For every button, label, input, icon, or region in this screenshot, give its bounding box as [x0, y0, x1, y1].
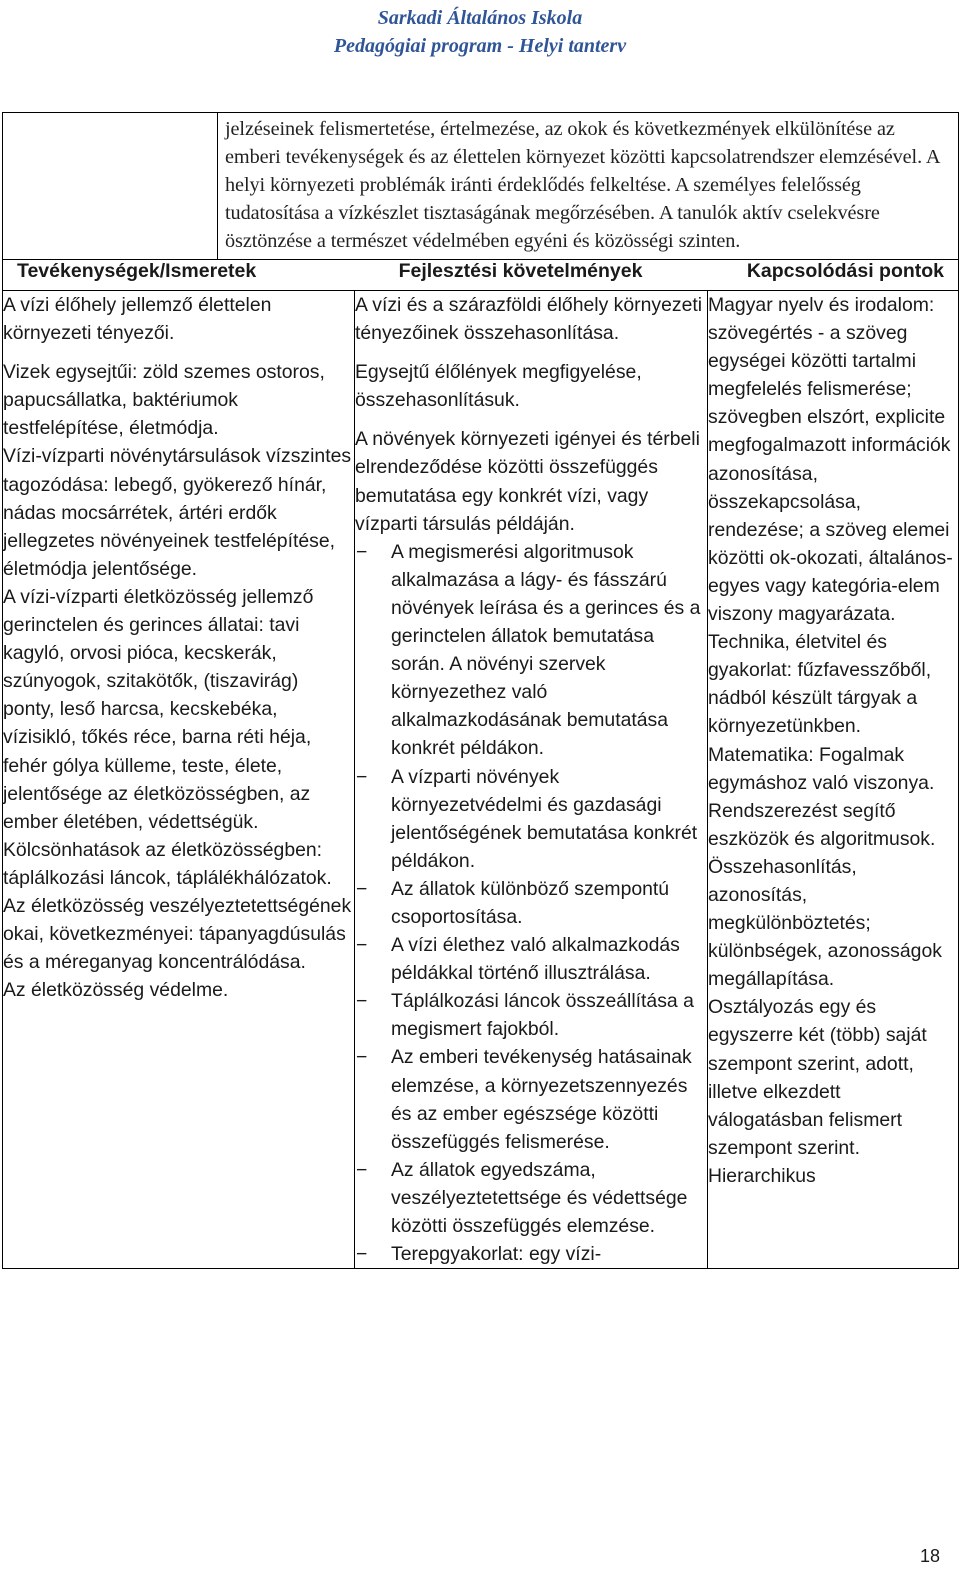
requirement-paragraph: A vízi és a szárazföldi élőhely környezeti tényezőinek összehasonlítása. [355, 294, 703, 345]
connections-cell [708, 291, 959, 1269]
connection-paragraph: Technika, életvitel és gyakorlat: fűzfavesszőből, nádból készült tárgyak a környezetünkben. [708, 631, 932, 738]
connection-paragraph: Matematika: Fogalmak egymáshoz való viszonya. [708, 743, 935, 794]
list-item: − Az állatok egyedszáma, veszélyeztetettsége és védettsége közötti összefüggés elemzése. [355, 1156, 707, 1240]
content-row [3, 291, 959, 1269]
page-number: 18 [919, 1546, 940, 1566]
list-item: − Az állatok különböző szempontú csoportosítása. [355, 875, 707, 931]
connection-paragraph: Rendszerezést segítő eszközök és algoritmusok. [708, 799, 936, 850]
activity-paragraph: Vízi-vízparti növénytársulások vízszintes tagozódása: lebegő, gyökerező hínár, nádas mocsárrétek, ártéri erdők jellegzetes növényeinek testfelépítése, életmódja jelentősége. [3, 445, 352, 580]
activity-paragraph: Az életközösség védelme. [3, 979, 229, 1002]
list-item: − A vízi élethez való alkalmazkodás példákkal történő illusztrálása. [355, 931, 707, 987]
activity-paragraph: A vízi élőhely jellemző élettelen környezeti tényezői. [3, 294, 272, 345]
list-item: − Terepgyakorlat: egy vízi- [355, 1240, 707, 1268]
activities-cell [3, 291, 355, 1269]
list-item: − Táplálkozási láncok összeállítása a megismert fajokból. [355, 987, 707, 1043]
activity-paragraph: Kölcsönhatások az életközösségben: táplálkozási láncok, táplálékhálózatok. [3, 838, 332, 889]
page-header [0, 4, 960, 60]
document-title: Pedagógiai program - Helyi tanterv [333, 35, 627, 57]
requirement-list [355, 538, 707, 1268]
school-name: Sarkadi Általános Iskola [377, 7, 583, 29]
activity-paragraph: A vízi-vízparti életközösség jellemző gerinctelen és gerinces állatai: tavi kagyló, orvosi pióca, kecskerák, szúnyogok, szitakötők, (tiszavirág) ponty, leső harcsa, kecskebéka, vízisikló, tőkés réce, barna réti héja, fehér gólya külleme, teste, élete, jelentősége az életközösségben, az ember életében, védettségük. [3, 585, 314, 833]
list-item: − A megismerési algoritmusok alkalmazása a lágy- és fásszárú növények leírása és a gerinces és a gerinctelen állatok bemutatása során. A növényi szervek környezethez való alkalmazkodásának bemutatása konkrét példákon. [355, 538, 707, 763]
list-item: − A vízparti növények környezetvédelmi és gazdasági jelentőségének bemutatása konkrét példákon. [355, 763, 707, 875]
intro-text: jelzéseinek felismertetése, értelmezése, az okok és következmények elkülönítése az emberi tevékenységek és az élettelen környezet közötti kapcsolatrendszer elemzésével. A helyi környezeti problémák iránti érdeklődés felkeltése. A személyes felelősség tudatosítása a vízkészlet tisztaságának megőrzésében. A tanulók aktív cselekvésre ösztönzése a természet védelmében egyéni és közösségi szinten. [225, 118, 940, 252]
requirements-cell [355, 291, 708, 1269]
connection-paragraph: Magyar nyelv és irodalom: szövegértés - a szöveg egységei közötti tartalmi megfelelés felismerése; szövegben elszórt, explicite megfogalmazott információk azonosítása, összekapcsolása, rendezése; a szöveg elemei közötti ok-okozati, általános-egyes vagy kategória-elem viszony magyarázata. [708, 294, 953, 626]
requirement-paragraph: A növények környezeti igényei és térbeli elrendeződése közötti összefüggés bemutatása egy konkrét vízi, vagy vízparti társulás példáján. [355, 428, 700, 535]
curriculum-table [2, 112, 959, 1269]
header-connections: Kapcsolódási pontok [746, 260, 945, 282]
requirement-paragraph: Egysejtű élőlények megfigyelése, összehasonlításuk. [355, 361, 642, 412]
connection-paragraph: Hierarchikus [708, 1164, 816, 1187]
header-activities: Tevékenységek/Ismeretek [17, 260, 257, 282]
table-header-row [3, 260, 959, 291]
header-requirements: Fejlesztési követelmények [398, 260, 643, 282]
intro-blank-cell [3, 113, 218, 259]
connection-paragraph: Összehasonlítás, azonosítás, megkülönböztetés; különbségek, azonosságok megállapítása. [708, 855, 942, 991]
list-item: − Az emberi tevékenység hatásainak elemzése, a környezetszennyezés és az ember egészsége közötti összefüggés felismerése. [355, 1043, 707, 1155]
connection-paragraph: Osztályozás egy és egyszerre két (több) saját szempont szerint, adott, illetve elkezdett válogatásban felismert szempont szerint. [708, 996, 927, 1159]
activity-paragraph: Vizek egysejtűi: zöld szemes ostoros, papucsállatka, baktériumok testfelépítése, életmódja. [3, 361, 325, 440]
activity-paragraph: Az életközösség veszélyeztetettségének okai, következményei: tápanyagdúsulás és a méreganyag koncentrálódása. [3, 894, 352, 974]
intro-row [3, 113, 959, 260]
